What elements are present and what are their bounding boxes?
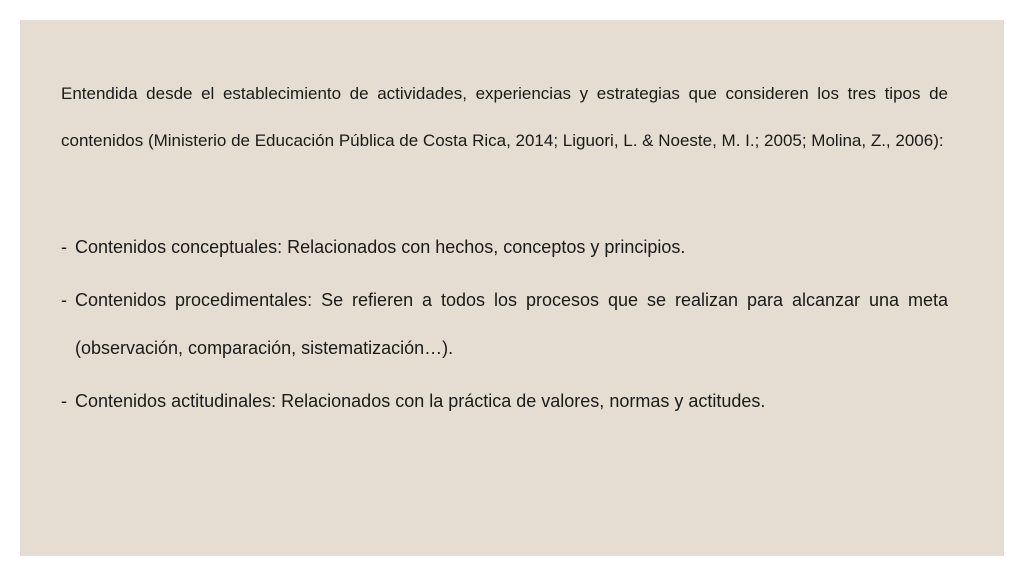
list-item-actitudinales	[61, 377, 948, 425]
slide-content	[61, 70, 948, 430]
bullet-dash: -	[61, 391, 67, 411]
intro-paragraph: Entendida desde el establecimiento de actividades, experiencias y estrategias que consideren los tres tipos de contenidos (Ministerio de Educación Pública de Costa Rica, 2014; Liguori, L. & Noeste, M. I.; 2005; Molina, Z., 2006):	[61, 84, 948, 150]
bullet-dash: -	[61, 290, 67, 310]
list-item-text: Contenidos actitudinales: Relacionados con la práctica de valores, normas y actitudes.	[75, 391, 766, 411]
list-item-text: Contenidos conceptuales: Relacionados con hechos, conceptos y principios.	[75, 237, 686, 257]
content-types-list	[61, 223, 948, 425]
list-item-procedimentales	[61, 276, 948, 372]
list-item-text: Contenidos procedimentales: Se refieren a todos los procesos que se realizan para alcanzar una meta (observación, comparación, sistematización…).	[75, 290, 948, 358]
slide	[20, 20, 1004, 556]
bullet-dash: -	[61, 237, 67, 257]
list-item-conceptuales	[61, 223, 948, 271]
